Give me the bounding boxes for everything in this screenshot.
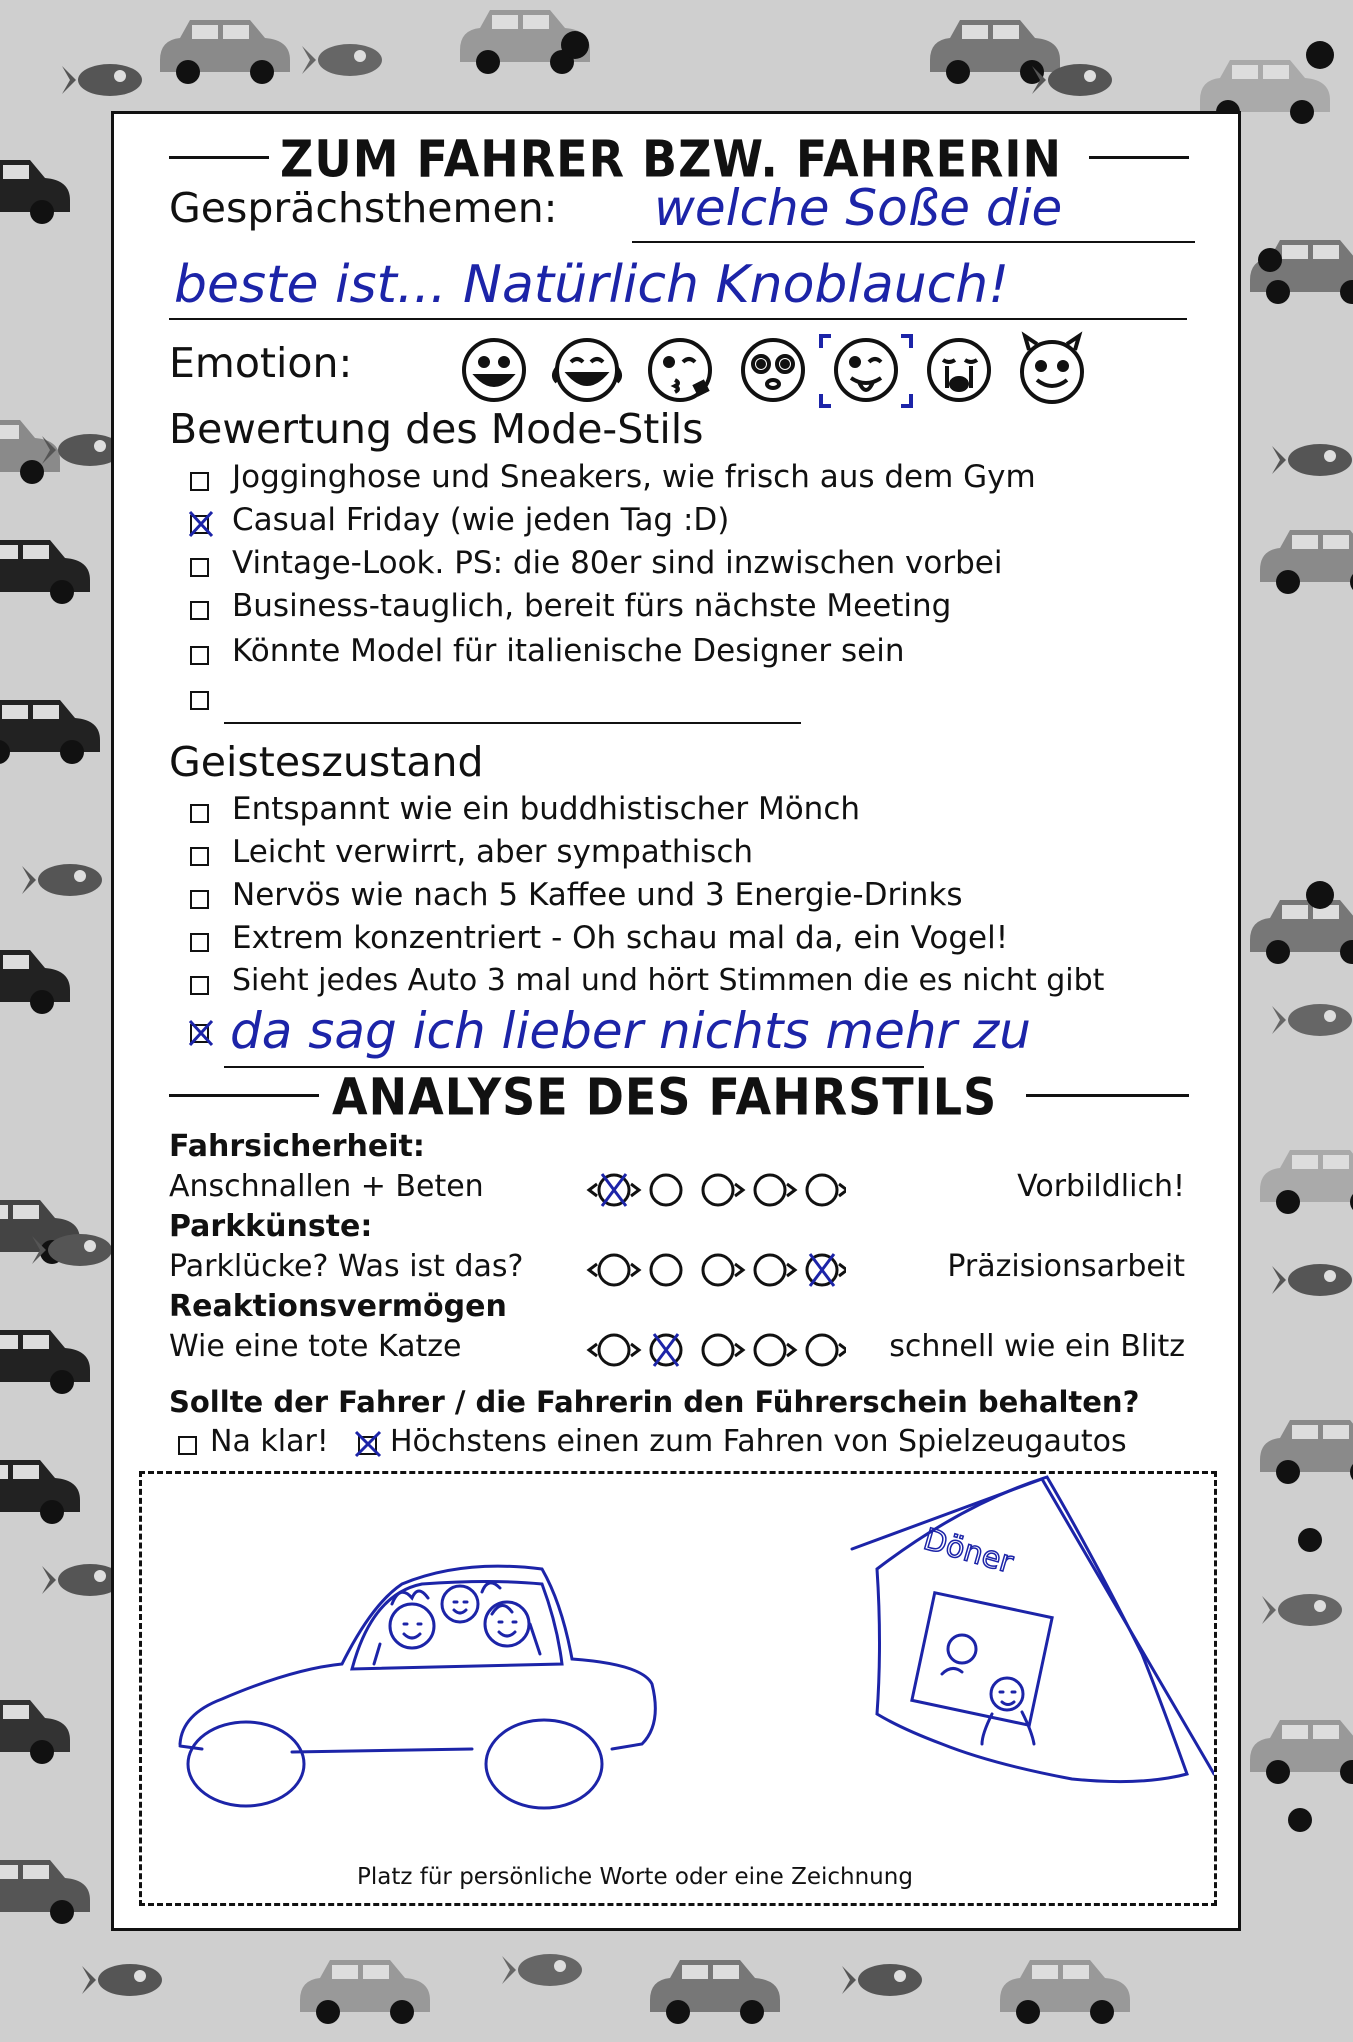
topics-line-2[interactable]: beste ist... Natürlich Knoblauch! bbox=[174, 255, 1010, 315]
winking-tongue-face-icon[interactable] bbox=[836, 340, 896, 400]
rating-selected-mark bbox=[602, 1174, 626, 1206]
rating-3-right-label: schnell wie ein Blitz bbox=[889, 1329, 1185, 1364]
analysis-rule-left bbox=[169, 1094, 319, 1097]
style-checkbox-4[interactable] bbox=[190, 601, 209, 620]
rating-circle-3[interactable] bbox=[703, 1255, 743, 1285]
rating-circle-2[interactable] bbox=[651, 1175, 681, 1205]
rating-circle-1[interactable] bbox=[589, 1174, 639, 1206]
style-checkbox-2-mark bbox=[186, 508, 216, 538]
rating-circle-1[interactable] bbox=[589, 1335, 639, 1365]
mind-heading: Geisteszustand bbox=[169, 738, 484, 786]
style-checkbox-3[interactable] bbox=[190, 558, 209, 577]
rating-circle-3[interactable] bbox=[703, 1335, 743, 1365]
rating-1-scale[interactable] bbox=[586, 1169, 846, 1211]
style-heading: Bewertung des Mode-Stils bbox=[169, 405, 704, 453]
style-checkbox-5[interactable] bbox=[190, 646, 209, 665]
rating-1-right-label: Vorbildlich! bbox=[1017, 1169, 1185, 1204]
rating-circle-2[interactable] bbox=[651, 1334, 681, 1366]
rating-circle-1[interactable] bbox=[589, 1255, 639, 1285]
car-doodle bbox=[180, 1566, 655, 1808]
smiling-devil-face-icon[interactable] bbox=[1022, 336, 1082, 402]
mind-checkbox-6-mark bbox=[186, 1017, 216, 1047]
style-option-6-blank[interactable] bbox=[224, 722, 801, 724]
title-rule-right bbox=[1089, 156, 1189, 159]
rating-2-category: Parkkünste: bbox=[169, 1209, 373, 1244]
page-title: ZUM FAHRER BZW. FAHRERIN bbox=[280, 129, 1063, 189]
mind-checkbox-2[interactable] bbox=[190, 847, 209, 866]
mind-option-5: Sieht jedes Auto 3 mal und hört Stimmen die es nicht gibt bbox=[232, 963, 1105, 998]
mind-checkbox-3[interactable] bbox=[190, 890, 209, 909]
drawing-caption: Platz für persönliche Worte oder eine Zeichnung bbox=[357, 1864, 913, 1890]
analysis-rule-right bbox=[1026, 1094, 1189, 1097]
rating-circle-4[interactable] bbox=[755, 1335, 795, 1365]
license-option-toy: Höchstens einen zum Fahren von Spielzeugautos bbox=[390, 1424, 1127, 1459]
title-rule-left bbox=[169, 156, 269, 159]
topics-rule-2 bbox=[169, 318, 1187, 320]
style-option-2: Casual Friday (wie jeden Tag :D) bbox=[232, 502, 730, 538]
rating-3-left-label: Wie eine tote Katze bbox=[169, 1329, 462, 1364]
mind-option-4: Extrem konzentriert - Oh schau mal da, ein Vogel! bbox=[232, 920, 1009, 956]
flushed-face-icon[interactable] bbox=[743, 340, 803, 400]
emotion-label: Emotion: bbox=[169, 339, 353, 387]
rating-selected-mark bbox=[810, 1254, 834, 1286]
style-option-3: Vintage-Look. PS: die 80er sind inzwischen vorbei bbox=[232, 545, 1003, 581]
rating-circle-3[interactable] bbox=[703, 1175, 743, 1205]
doner-sign: Döner bbox=[919, 1521, 1017, 1581]
rating-circle-4[interactable] bbox=[755, 1255, 795, 1285]
crying-face-icon[interactable] bbox=[929, 340, 989, 400]
drawing-sketch bbox=[142, 1474, 1214, 1903]
rating-2-right-label: Präzisionsarbeit bbox=[947, 1249, 1185, 1284]
kiss-wink-face-icon[interactable] bbox=[650, 340, 710, 400]
style-option-1: Jogginghose und Sneakers, wie frisch aus dem Gym bbox=[232, 459, 1036, 495]
analysis-title: ANALYSE DES FAHRSTILS bbox=[332, 1067, 998, 1127]
license-question: Sollte der Fahrer / die Fahrerin den Führerschein behalten? bbox=[169, 1385, 1140, 1419]
mind-option-2: Leicht verwirrt, aber sympathisch bbox=[232, 834, 754, 870]
doner-shop-doodle bbox=[852, 1477, 1214, 1782]
mind-option-3: Nervös wie nach 5 Kaffee und 3 Energie-Drinks bbox=[232, 877, 963, 913]
topics-label: Gesprächsthemen: bbox=[169, 184, 558, 232]
license-option-yes: Na klar! bbox=[210, 1424, 329, 1459]
rating-selected-mark bbox=[654, 1334, 678, 1366]
style-checkbox-1[interactable] bbox=[190, 472, 209, 491]
grinning-face-icon[interactable] bbox=[464, 340, 524, 400]
rating-1-left-label: Anschnallen + Beten bbox=[169, 1169, 484, 1204]
rating-2-left-label: Parklücke? Was ist das? bbox=[169, 1249, 524, 1284]
mind-custom-option[interactable]: da sag ich lieber nichts mehr zu bbox=[230, 1002, 1031, 1060]
topics-line-1[interactable]: welche Soße die bbox=[654, 179, 1063, 237]
mind-option-1: Entspannt wie ein buddhistischer Mönch bbox=[232, 791, 861, 827]
mind-checkbox-5[interactable] bbox=[190, 976, 209, 995]
mind-checkbox-1[interactable] bbox=[190, 804, 209, 823]
drawing-area[interactable] bbox=[139, 1471, 1217, 1906]
license-checkbox-toy-mark bbox=[352, 1428, 384, 1460]
tears-of-joy-face-icon[interactable] bbox=[554, 340, 620, 400]
rating-circle-4[interactable] bbox=[755, 1175, 795, 1205]
rating-circle-5[interactable] bbox=[807, 1175, 846, 1205]
rating-circle-2[interactable] bbox=[651, 1255, 681, 1285]
style-option-4: Business-tauglich, bereit fürs nächste Meeting bbox=[232, 588, 952, 624]
topics-rule-1 bbox=[632, 241, 1195, 243]
license-checkbox-yes[interactable] bbox=[178, 1436, 197, 1455]
rating-1-category: Fahrsicherheit: bbox=[169, 1129, 425, 1164]
emotion-faces bbox=[459, 328, 1149, 412]
rating-2-scale[interactable] bbox=[586, 1249, 846, 1291]
rating-3-scale[interactable] bbox=[586, 1329, 846, 1371]
rating-circle-5[interactable] bbox=[807, 1254, 846, 1286]
style-checkbox-6[interactable] bbox=[190, 691, 209, 710]
rating-3-category: Reaktionsvermögen bbox=[169, 1289, 507, 1324]
form-card bbox=[111, 111, 1241, 1931]
style-option-5: Könnte Model für italienische Designer sein bbox=[232, 633, 905, 669]
mind-checkbox-4[interactable] bbox=[190, 933, 209, 952]
rating-circle-5[interactable] bbox=[807, 1335, 846, 1365]
